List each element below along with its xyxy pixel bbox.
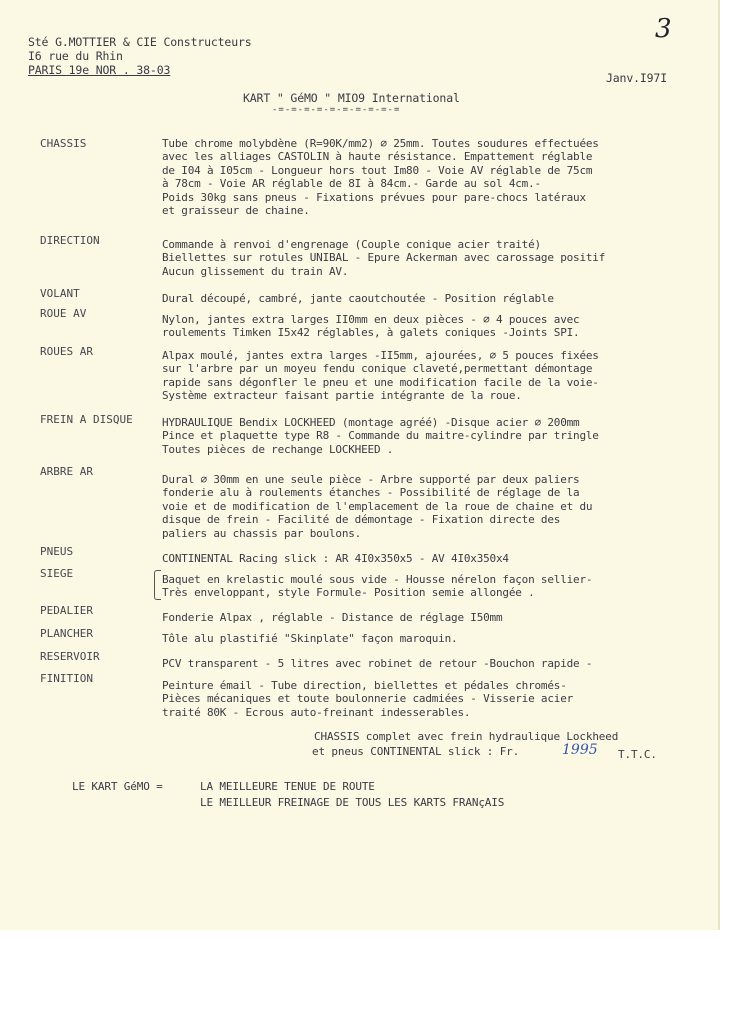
section-body-volant bbox=[162, 292, 554, 305]
section-body-roue-av bbox=[162, 313, 579, 340]
volant-line: Dural découpé, cambré, jante caoutchoutée - Position réglable bbox=[162, 292, 554, 305]
section-label-reservoir: RESERVOIR bbox=[40, 650, 100, 663]
roue-av-line: Nylon, jantes extra larges II0mm en deux pièces - ⌀ 4 pouces avec bbox=[162, 313, 580, 326]
pedalier-line: Fonderie Alpax , réglable - Distance de réglage I50mm bbox=[162, 611, 503, 624]
section-body-pedalier bbox=[162, 611, 502, 624]
direction-line: Aucun glissement du train AV. bbox=[162, 264, 349, 278]
finition-line: Pièces mécaniques et toute boulonnerie cadmiées - Visserie acier bbox=[162, 692, 574, 706]
section-body-siege bbox=[162, 573, 592, 600]
chassis-line: Tube chrome molybdène (R=90K/mm2) ⌀ 25mm. Toutes soudures effectuées bbox=[162, 137, 599, 150]
price-line-1: CHASSIS complet avec frein hydraulique Lockheed bbox=[314, 730, 619, 743]
section-label-roue-av: ROUE AV bbox=[40, 307, 87, 320]
document-date: Janv.I97I bbox=[606, 71, 667, 85]
section-body-roues-ar bbox=[162, 349, 599, 403]
siege-bracket bbox=[154, 570, 161, 600]
section-label-plancher: PLANCHER bbox=[40, 627, 93, 640]
price-line-2-prefix: et pneus CONTINENTAL slick : Fr. bbox=[312, 745, 520, 758]
pneus-line: CONTINENTAL Racing slick : AR 4I0x350x5 - AV 4I0x350x4 bbox=[162, 552, 509, 565]
section-label-roues-ar: ROUES AR bbox=[40, 345, 93, 358]
chassis-line: Poids 30kg sans pneus - Fixations prévues pour pare-chocs latéraux bbox=[162, 190, 586, 204]
frein-line: Toutes pièces de rechange LOCKHEED . bbox=[162, 442, 394, 456]
section-label-volant: VOLANT bbox=[40, 287, 80, 300]
section-body-plancher bbox=[162, 632, 457, 645]
section-label-arbre-ar: ARBRE AR bbox=[40, 465, 93, 478]
section-label-pneus: PNEUS bbox=[40, 545, 74, 558]
roues-ar-line: Alpax moulé, jantes extra larges -II5mm, ajourées, ⌀ 5 pouces fixées bbox=[162, 349, 599, 362]
siege-line: Très enveloppant, style Formule- Position semie allongée . bbox=[162, 586, 535, 600]
section-body-pneus bbox=[162, 552, 509, 565]
reservoir-line: PCV transparent - 5 litres avec robinet de retour -Bouchon rapide - bbox=[162, 657, 593, 670]
arbre-ar-line: disque de frein - Facilité de démontage - Fixation directe des bbox=[162, 513, 561, 527]
section-body-frein-a-disque bbox=[162, 416, 599, 456]
siege-line: Baquet en krelastic moulé sous vide - Housse nérelon façon sellier- bbox=[162, 573, 593, 586]
slogan-line-2: LE MEILLEUR FREINAGE DE TOUS LES KARTS FRANçAIS bbox=[200, 796, 505, 809]
section-label-frein-a-disque: FREIN A DISQUE bbox=[40, 413, 133, 426]
chassis-line: et graisseur de chaine. bbox=[162, 203, 310, 217]
company-name: Sté G.MOTTIER & CIE Constructeurs bbox=[28, 35, 252, 49]
section-label-chassis: CHASSIS bbox=[40, 137, 87, 150]
section-body-reservoir bbox=[162, 657, 592, 670]
page-number: 3 bbox=[655, 14, 672, 44]
title-rule: -=-=-=-=-=-=-=-=-=-= bbox=[272, 105, 401, 115]
direction-line: Commande à renvoi d'engrenage (Couple conique acier traité) bbox=[162, 238, 541, 251]
section-label-pedalier: PEDALIER bbox=[40, 604, 93, 617]
section-label-siege: SIEGE bbox=[40, 567, 74, 580]
chassis-line: à 78cm - Voie AR réglable de 8I à 84cm.- Garde au sol 4cm.- bbox=[162, 177, 541, 191]
company-street: I6 rue du Rhin bbox=[28, 49, 123, 63]
roues-ar-line: rapide sans dégonfler le pneu et une modification facile de la voie- bbox=[162, 375, 599, 389]
arbre-ar-line: fonderie alu à roulements étanches - Possibilité de réglage de la bbox=[162, 486, 580, 500]
roues-ar-line: sur l'arbre par un moyeu fendu conique claveté,permettant démontage bbox=[162, 362, 593, 376]
roue-av-line: roulements Timken I5x42 réglables, à galets coniques -Joints SPI. bbox=[162, 326, 580, 340]
company-city-phone: PARIS 19e NOR . 38-03 bbox=[28, 63, 171, 77]
plancher-line: Tôle alu plastifié "Skinplate" façon maroquin. bbox=[162, 632, 458, 645]
section-label-finition: FINITION bbox=[40, 672, 93, 685]
finition-line: Peinture émail - Tube direction, biellettes et pédales chromés- bbox=[162, 679, 567, 692]
price-ttc: T.T.C. bbox=[618, 748, 657, 761]
frein-line: HYDRAULIQUE Bendix LOCKHEED (montage agréé) -Disque acier ⌀ 200mm bbox=[162, 416, 580, 429]
finition-line: traité 80K - Ecrous auto-freinant indesserables. bbox=[162, 705, 471, 719]
chassis-line: avec les alliages CASTOLIN à haute résistance. Empattement réglable bbox=[162, 150, 593, 164]
direction-line: Biellettes sur rotules UNIBAL - Epure Ackerman avec carossage positif bbox=[162, 251, 606, 265]
section-body-direction bbox=[162, 238, 605, 278]
frein-line: Pince et plaquette type R8 - Commande du maitre-cylindre par tringle bbox=[162, 429, 599, 443]
arbre-ar-line: voie et de modification de l'emplacement de la roue de chaine et du bbox=[162, 499, 593, 513]
roues-ar-line: Système extracteur faisant partie intégrante de la roue. bbox=[162, 389, 522, 403]
slogan-label: LE KART GéMO = bbox=[72, 780, 163, 793]
slogan-line-1: LA MEILLEURE TENUE DE ROUTE bbox=[200, 780, 375, 793]
section-body-chassis bbox=[162, 137, 599, 217]
handwritten-price: 1995 bbox=[562, 742, 598, 758]
document-title: KART " GéMO " MIO9 International bbox=[243, 91, 460, 105]
section-body-arbre-ar bbox=[162, 473, 592, 540]
section-label-direction: DIRECTION bbox=[40, 234, 100, 247]
arbre-ar-line: paliers au chassis par boulons. bbox=[162, 526, 362, 540]
chassis-line: de I04 à I05cm - Longueur hors tout Im80 - Voie AV réglable de 75cm bbox=[162, 163, 593, 177]
arbre-ar-line: Dural ⌀ 30mm en une seule pièce - Arbre supporté par deux paliers bbox=[162, 473, 580, 486]
section-body-finition bbox=[162, 679, 573, 719]
